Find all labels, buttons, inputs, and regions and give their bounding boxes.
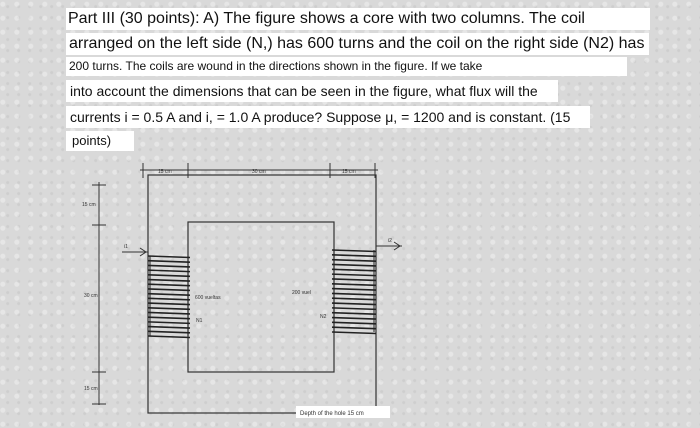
dim-top-right: 15 cm (342, 169, 356, 175)
coil-turn (148, 289, 190, 291)
coil-turn (148, 270, 190, 272)
problem-line-3-text: 200 turns. The coils are wound in the directions shown in the figure. If we take (69, 59, 483, 73)
left-coil-turns: 600 vueltas (195, 295, 221, 301)
problem-line-6-text: points) (72, 133, 112, 148)
coil-turn (332, 255, 376, 256)
problem-line-4-text: into account the dimensions that can be seen in the figure, what flux will the (70, 83, 538, 99)
coil-turn (148, 265, 190, 267)
coil-turn (332, 327, 376, 329)
coil-turn (148, 327, 190, 329)
coil-turn (148, 336, 190, 338)
coil-turn (332, 332, 376, 334)
coil-turn (332, 279, 376, 281)
coil-turn (148, 312, 190, 314)
coil-turn (332, 284, 376, 286)
right-current-label: i2 (388, 238, 392, 244)
coil-turn (148, 298, 190, 300)
dim-left-middle: 30 cm (84, 293, 98, 299)
coil-turn (332, 308, 376, 310)
coil-turn (148, 331, 190, 333)
coil-turn (148, 322, 190, 324)
coil-turn (332, 322, 376, 324)
coil-turn (332, 269, 376, 271)
right-coil-name: N2 (320, 314, 327, 320)
dim-top-middle: 30 cm (252, 169, 266, 175)
right-coil (332, 250, 376, 334)
coil-turn (148, 256, 190, 258)
coil-turn (332, 274, 376, 276)
coil-turn (332, 298, 376, 300)
coil-turn (148, 275, 190, 277)
dim-top-left: 15 cm (158, 169, 172, 175)
right-coil-turns: 200 vuel (292, 290, 311, 296)
coil-turn (148, 284, 190, 286)
left-coil (148, 256, 190, 338)
coil-turn (148, 261, 190, 263)
coil-turn (332, 313, 376, 315)
coil-turn (148, 317, 190, 319)
coil-turn (332, 260, 376, 262)
coil-turn (332, 250, 376, 252)
dim-left-top: 15 cm (82, 202, 96, 208)
coil-turn (148, 308, 190, 310)
coil-turn (332, 303, 376, 305)
problem-line-5-text: currents i = 0.5 A and i, = 1.0 A produce? Suppose μ, = 1200 and is constant. (15 (70, 109, 571, 125)
dim-left-bottom: 15 cm (84, 386, 98, 392)
coil-turn (332, 289, 376, 291)
coil-turn (148, 294, 190, 296)
coil-turn (148, 303, 190, 305)
left-current-label: i1 (124, 244, 128, 250)
coil-turn (332, 264, 376, 266)
coil-turn (148, 280, 190, 282)
depth-note: Depth of the hole 15 cm (300, 411, 364, 417)
coil-turn (332, 318, 376, 320)
problem-line-2-text: arranged on the left side (N,) has 600 turns and the coil on the right side (N2) has (69, 35, 645, 52)
coil-turn (332, 293, 376, 295)
problem-line-1-text: Part III (30 points): A) The figure shows a core with two columns. The coil (68, 10, 585, 27)
left-coil-name: N1 (196, 318, 203, 324)
